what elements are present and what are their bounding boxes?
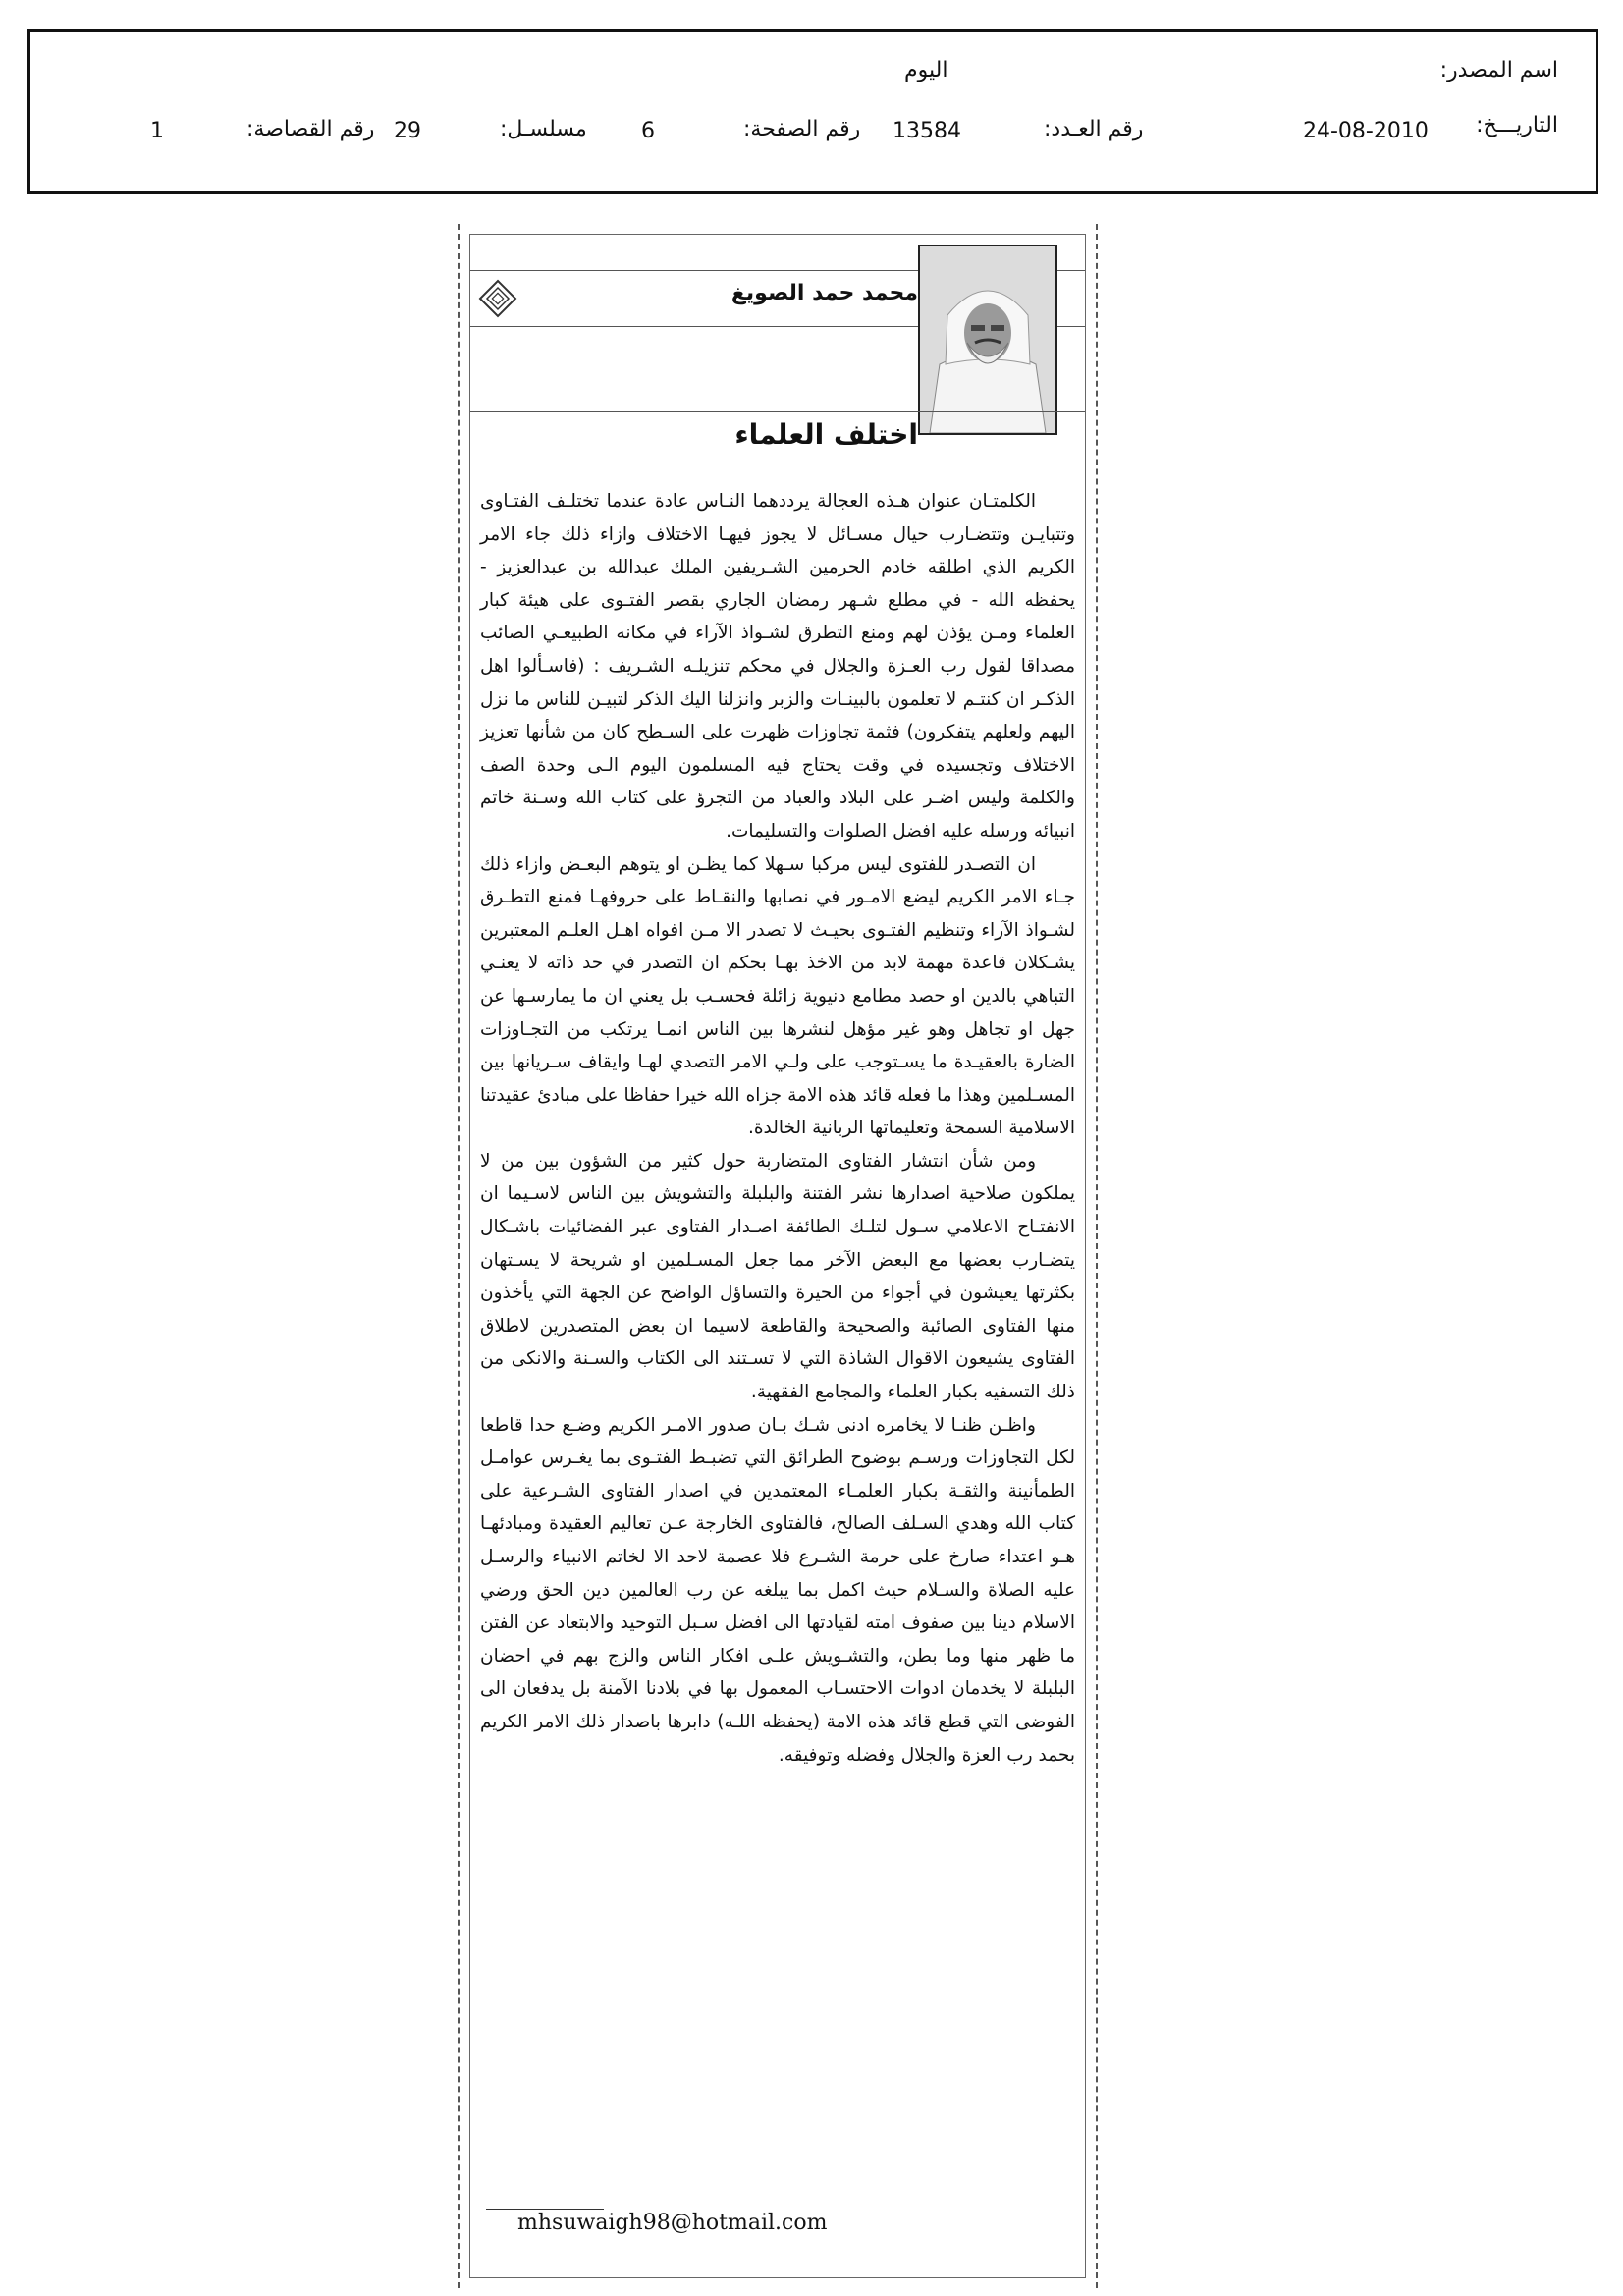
title-area	[470, 411, 1085, 467]
paragraph-4: واظـن ظنـا لا يخامره ادنى شـك بـان صدور الامـر الكريم وضـع حدا قاطعا لكل التجاوزات ورسـم بوضوح الطرائق التي تضبـط الفتـوى بما يغـرس عوامـل الطمأنينة والثقـة بكبار العلمـاء المعتمدين في اصدار الفتاوى الشـرعية على كتاب الله وهدي السـلف الصالح، فالفتاوى الخارجة عـن تعاليم العقيدة ومبادئهـا هـو اعتداء صارخ على حرمة الشـرع فلا عصمة لاحد الا لخاتم الانبياء والرسـل عليه الصلاة والسـلام حيث اكمل بما يبلغه عن رب العالمين دين الحق ورضي الاسلام دينا بين صفوف امته لقيادتها الى افضل سـبل التوحيد والابتعاد عن الفتن ما ظهر منها وما بطن، والتشـويش علـى افكار الناس والزج بهم في احضان البلبلة لا يخدمان ادوات الاحتسـاب المعمول بها في بلادنا الآمنة بل يدفعان الى الفوضى التي قطع قائد هذه الامة (يحفظه اللـه) دابرها باصدار ذلك الامر الكريم بحمد رب العزة والجلال وفضله وتوفيقه.	[480, 1414, 1075, 1766]
date-value-wrap	[1303, 119, 1429, 143]
author-name: محمد حمد الصويغ	[730, 281, 918, 305]
issue-label-wrap	[1044, 117, 1143, 141]
paragraph-2: ان التصـدر للفتوى ليس مركبا سـهلا كما يظـن او يتوهم البعـض وازاء ذلك جـاء الامر الكريم ليضع الامـور في نصابها والنقـاط على حروفهـا فمنع التطـرق لشـواذ الآراء وتنظيم الفتـوى بحيـث لا تصدر الا مـن افواه اهـل العلـم المعتبرين يشـكلان قاعدة مهمة لابد من الاخذ بهـا بحكم ان التصدر في حد ذاته لا يعنـي التباهي بالدين او حصد مطامع دنيوية زائلة فحسـب بل يعني ان ما يمارسـها عن جهل او تجاهل وهو غير مؤهل لنشرها بين الناس انمـا يرتكب من التجـاوزات الضارة بالعقيـدة ما يسـتوجب على ولـي الامر التصدي لهـا وايقاف سـريانها بين المسـلمين وهذا ما فعله قائد هذه الامة جزاه الله خيرا حفاظا على مبادئ عقيدتنا الاسلامية السمحة وتعليماتها الربانية الخالدة.	[480, 853, 1075, 1139]
clip-value: 1	[150, 119, 164, 143]
author-photo	[918, 245, 1057, 435]
clipping-info-box	[27, 29, 1598, 194]
author-email: mhsuwaigh98@hotmail.com	[517, 2211, 828, 2235]
page-label: رقم الصفحة:	[743, 117, 861, 141]
email-divider	[486, 2209, 604, 2210]
source-label: اسم المصدر:	[1439, 58, 1558, 82]
paragraph-3: ومن شأن انتشار الفتاوى المتضاربة حول كثير من الشؤون بين من لا يملكون صلاحية اصدارها نشر الفتنة والبلبلة والتشويش بين الناس لاسـيما ان الانفتـاح الاعلامي سـول لتلـك الطائفة اصـدار الفتاوى عبر الفضائيات باشـكال يتضـارب بعضها مع البعض الآخر مما جعل المسـلمين او شريحة لا يسـتهان بكثرتها يعيشون في أجواء من الحيرة والتساؤل الواضح عن الجهة التي يأخذون منها الفتاوى الصائبة والصحيحة والقاطعة لاسيما ان بعض المتصدرين لاطلاق الفتاوى يشيعون الاقوال الشاذة التي لا تسـتند الى الكتاب والسـنة والانكى من ذلك التسفيه بكبار العلماء والمجامع الفقهية.	[480, 1150, 1075, 1403]
date-value: 24-08-2010	[1303, 119, 1429, 143]
diamond-ornament-icon	[478, 279, 517, 318]
issue-value: 13584	[893, 119, 961, 143]
paragraph-1: الكلمتـان عنوان هـذه العجالة يرددهما النـاس عادة عندما تختلـف الفتـاوى وتتبايـن وتتضـارب حيال مسـائل لا يجوز فيهـا الاختلاف وازاء ذلك جاء الامر الكريم الذي اطلقه خادم الحرمين الشـريفين الملك عبدالله بن عبدالعزيز - يحفظه الله - في مطلع شـهر رمضان الجاري بقصر الفتـوى على هيئة كبار العلماء ومـن يؤذن لهم ومنع التطرق لشـواذ الآراء في مكانه الطبيعـي الصائب مصداقا لقول رب العـزة والجلال في محكم تنزيلـه الشـريف : (فاسـألوا اهل الذكـر ان كنتـم لا تعلمون بالبينـات والزبر وانزلنا اليك الذكر لتبيـن للناس ما نزل اليهم ولعلهم يتفكرون) فثمة تجاوزات ظهرت على السـطح كان من شأنها تعزيز الاختلاف وتجسيده في وقت يحتاج فيه المسلمون اليوم الـى وحدة الصف والكلمة وليس اضـر على البلاد والعباد من التجرؤ على كتاب الله وسـنة خاتم انبيائه ورسله عليه افضل الصلوات والتسليمات.	[480, 491, 1075, 842]
date-row	[1476, 113, 1558, 137]
page-value-wrap	[641, 119, 655, 143]
clip-label: رقم القصاصة:	[246, 117, 375, 141]
newspaper-clipping	[458, 224, 1098, 2288]
serial-label: مسلسـل:	[500, 117, 587, 141]
source-value: اليوم	[904, 58, 948, 82]
clip-label-wrap	[246, 117, 374, 141]
serial-value: 29	[394, 119, 421, 143]
serial-label-wrap	[500, 117, 587, 141]
clip-value-wrap	[150, 119, 164, 143]
issue-label: رقم العـدد:	[1044, 117, 1144, 141]
article-frame	[469, 234, 1086, 2278]
date-label: التاريـــخ:	[1476, 113, 1558, 137]
serial-value-wrap	[394, 119, 421, 143]
page-label-wrap	[743, 117, 860, 141]
article-title: اختلف العلماء	[734, 418, 918, 451]
article-body	[480, 485, 1075, 1772]
page-value: 6	[641, 119, 655, 143]
source-value-wrap	[904, 58, 947, 82]
author-portrait-icon	[920, 246, 1055, 433]
issue-value-wrap	[893, 119, 961, 143]
source-row	[1440, 58, 1558, 82]
